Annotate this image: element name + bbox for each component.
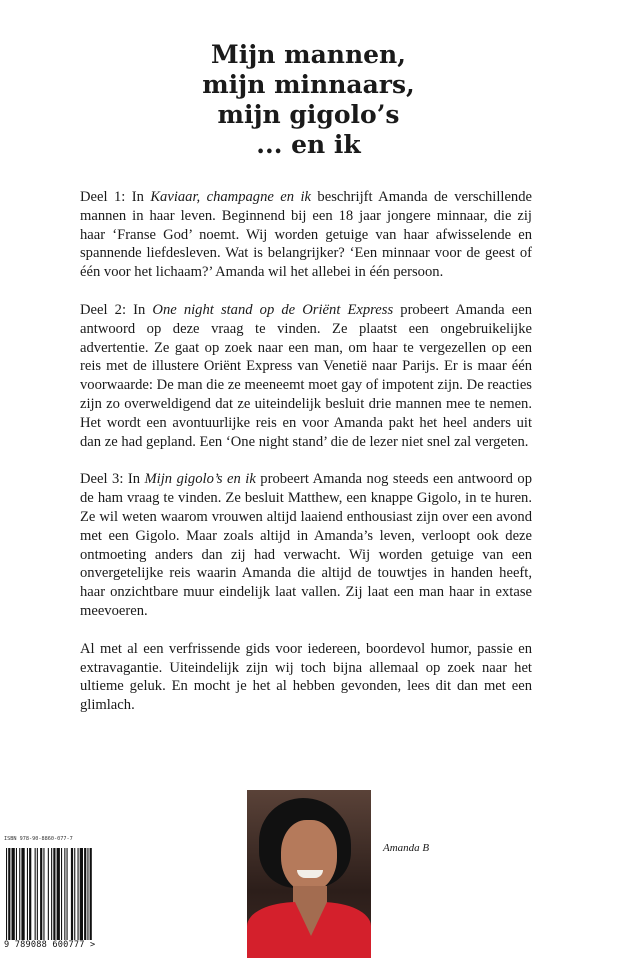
paragraph-deel-1: Deel 1: In Kaviaar, champagne en ik beschrijft Amanda de verschillende mannen in haar leven. Beginnend bij een 18 jaar jongere minnaar, die zij haar ‘Franse God’ noemt. Wij worden getuige van haar afwisselende en spannende liefdesleven. Wat is belangrijker? ‘Een minnaar voor de geest of één voor het lichaam?’ Amanda wil het allebei in één persoon. [80,189,532,281]
isbn-bottom-text: 9 789088 600777 > [4,940,96,950]
title-line-4: ... en ik [256,130,361,159]
barcode-bars [6,848,118,940]
author-caption: Amanda B [383,842,430,854]
title-line-3: mijn gigolo’s [217,100,400,129]
title-line-1: Mijn mannen, [211,40,406,69]
isbn-top-text: ISBN 978-90-8860-077-7 [4,836,73,842]
title-line-2: mijn minnaars, [202,70,415,99]
book-title-3: Mijn gigolo’s en ik [144,471,256,488]
book-title [0,40,617,160]
paragraph-conclusion: Al met al een verfrissende gids voor iedereen, boordevol humor, passie en extravagantie. Uiteindelijk zijn wij toch bijna allemaal op zoek naar het ultieme geluk. En mocht je het al hebben gevonden, lees dit dan met een glimlach. [80,640,532,714]
isbn-barcode [4,836,122,954]
book-title-1: Kaviaar, champagne en ik [150,189,312,205]
author-photo [247,790,371,958]
paragraph-deel-2: Deel 2: In One night stand op de Oriënt Express probeert Amanda een antwoord op deze vraag te vinden. Ze plaatst een ongebruikelijke advertentie. Ze gaat op zoek naar een man, om haar te vergezellen op een reis met de illustere Oriënt Express van Venetië naar Parijs. Er is maar één voorwaarde: De man die ze meeneemt moet gay of impotent zijn. De reacties zijn zo overweldigend dat ze uiteindelijk besluit drie mannen mee te nemen. Het wordt een avontuurlijke reis en voor Amanda pakt het heel anders uit dan ze had gepland. Een ‘One night stand’ die de lezer niet snel zal vergeten. [80,301,532,450]
blurb [80,188,532,734]
paragraph-deel-3: Deel 3: In Mijn gigolo’s en ik probeert Amanda nog steeds een antwoord op de ham vraag te vinden. Ze besluit Matthew, een knappe Gigolo, in te huren. Ze wil weten waarom vrouwen altijd laaiend enthousiast zijn over een avond met een Gigolo. Maar zoals altijd in Amanda’s leven, verloopt ook deze ontmoeting anders dan zij had verwacht. Wij worden getuige van een onvergetelijke reis waarin Amanda die altijd de touwtjes in handen heeft, haar onzichtbare muur eindelijk laat vallen. Zij laat een man haar in extase meevoeren. [80,471,532,619]
book-title-2: One night stand op de Oriënt Express [152,301,394,318]
